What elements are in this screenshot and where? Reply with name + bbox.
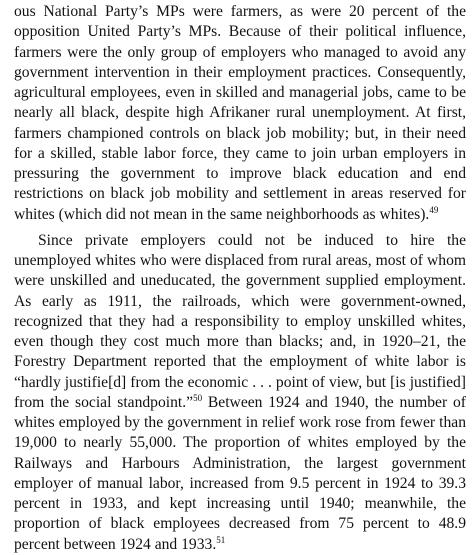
paragraph-2-text-part-2: Between 1924 and 1940, the number of whites employed by the government in relief work rose from fewer than 19,000 to nearly 55,000. The proportion of whites employed by the Railways and Harbours Administration, the largest government employer of manual labor, increased from 9.5 percent in 1924 to 39.3 percent in 1933, and kept increasing until 1940; meanwhile, the proportion of black employees decreased from 75 percent to 48.9 percent between 1924 and 1933.: [14, 393, 466, 553]
footnote-marker-51: 51: [216, 534, 226, 545]
paragraph-1: [14, 2, 466, 225]
footnote-marker-50: 50: [193, 392, 203, 403]
document-page: [14, 2, 466, 555]
footnote-marker-49: 49: [429, 204, 439, 215]
paragraph-1-text: ous National Party’s MPs were farmers, as were 20 percent of the opposition United Party’s MPs. Because of their political influence, farmers were the only group of employers who managed to avoid any government intervention in their employment practices. Consequently, agricultural employees, even in skilled and managerial jobs, came to be nearly all black, despite high Afrikaner rural unemployment. At first, farmers championed controls on black job mobility; but, in their need for a skilled, stable labor force, they came to join urban employers in pressuring the government to improve black education and end restrictions on black job mobility and settlement in areas reserved for whites (which did not mean in the same neighborhoods as whites).: [14, 3, 466, 223]
paragraph-2-text-part-1: Since private employers could not be induced to hire the unemployed whites who were displaced from rural areas, most of whom were unskilled and uneducated, the government supplied employment. As early as 1911, the railroads, which were government-owned, recognized that they had a responsibility to employ unskilled whites, even though they cost much more than blacks; and, in 1920–21, the Forestry Department reported that the employment of white labor is “hardly justifie[d] from the economic . . . point of view, but [is justified] from the social standpoint.”: [14, 231, 466, 411]
paragraph-2: [14, 231, 466, 555]
